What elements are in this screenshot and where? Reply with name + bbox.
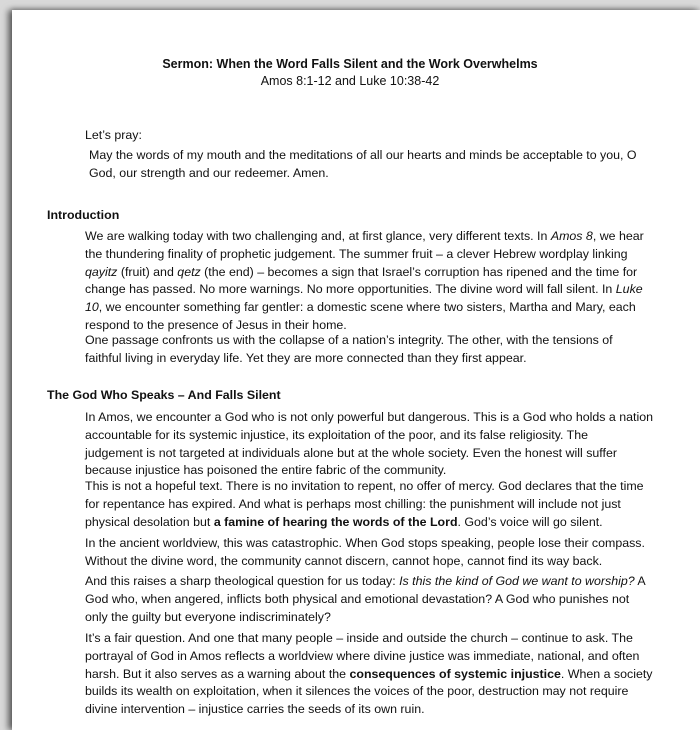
- section-paragraph-3: In the ancient worldview, this was catastrophic. When God stops speaking, people lose their compass. Without the divine word, the community cannot discern, cannot hope, cannot find its way back.: [85, 536, 645, 568]
- text-line: the thundering finality of prophetic judgement. The summer fruit – a clever Hebrew wordplay linking: [85, 246, 628, 261]
- section-paragraph-4: And this raises a sharp theological question for us today: Is this the kind of God we want to worship? A God who, when angered, inflicts both physical and emotional devastation? A God who punishes not only the guilty but everyone indiscriminately?: [85, 574, 646, 624]
- section-paragraph-1: In Amos, we encounter a God who is not only powerful but dangerous. This is a God who holds a nation accountable for its systemic injustice, its exploitation of the poor, and its false religiosity. The judgement is not targeted at individuals alone but at the whole society. Even the honest will suffer because injustice has poisoned the entire fabric of the community.: [85, 410, 654, 478]
- text-line: change has passed. No more warnings. No more opportunities. The divine word will fall silent. In Luke: [85, 282, 643, 297]
- emphasis-text: a famine of hearing the words of the Lord: [213, 514, 458, 529]
- intro-heading: Introduction: [47, 208, 120, 222]
- emphasis-text: consequences of systemic injustice: [349, 666, 561, 681]
- prayer-paragraph: May the words of my mouth and the meditations of all our hearts and minds be acceptable to you, O God, our strength and our redeemer. Amen.: [89, 148, 637, 180]
- intro-paragraph-2: One passage confronts us with the collapse of a nation’s integrity. The other, with the tensions of faithful living in everyday life. Yet they are more connected than they first appear.: [85, 333, 613, 365]
- emphasis-question: Is this the kind of God we want to worship?: [399, 574, 635, 588]
- text-line: We are walking today with two challenging and, at first glance, very different texts. In Amos 8, we hear: [85, 229, 644, 243]
- section-paragraph-5: It’s a fair question. And one that many people – inside and outside the church – continue to ask. The portrayal of God in Amos reflects a worldview where divine justice was immediate, national, and often harsh. But it also serves as a warning about the consequences of systemic injustice. When a society builds its wealth on exploitation, when it silences the voices of the poor, destruction may not require divine intervention – injustice carries the seeds of its own ruin.: [85, 631, 653, 717]
- sermon-title: Sermon: When the Word Falls Silent and the Work Overwhelms: [162, 57, 538, 71]
- intro-paragraph-1: [85, 228, 681, 335]
- text-line: 10, we encounter something far gentler: a domestic scene where two sisters, Martha and Mary, each: [85, 300, 636, 315]
- document-page: [12, 10, 700, 730]
- section-paragraph-2: This is not a hopeful text. There is no invitation to repent, no offer of mercy. God declares that the time for repentance has expired. And what is perhaps most chilling: the punishment will include not just physical desolation but a famine of hearing the words of the Lord. God’s voice will go silent.: [85, 479, 644, 529]
- text-line: qayitz (fruit) and qetz (the end) – becomes a sign that Israel’s corruption has ripened and the time for: [85, 264, 638, 279]
- text-line: respond to the presence of Jesus in their home.: [85, 317, 347, 332]
- opening-line: Let’s pray:: [85, 128, 142, 142]
- title-block: [12, 56, 688, 90]
- section-heading: The God Who Speaks – And Falls Silent: [47, 388, 281, 402]
- scripture-reference: Amos 8:1-12 and Luke 10:38-42: [260, 74, 440, 88]
